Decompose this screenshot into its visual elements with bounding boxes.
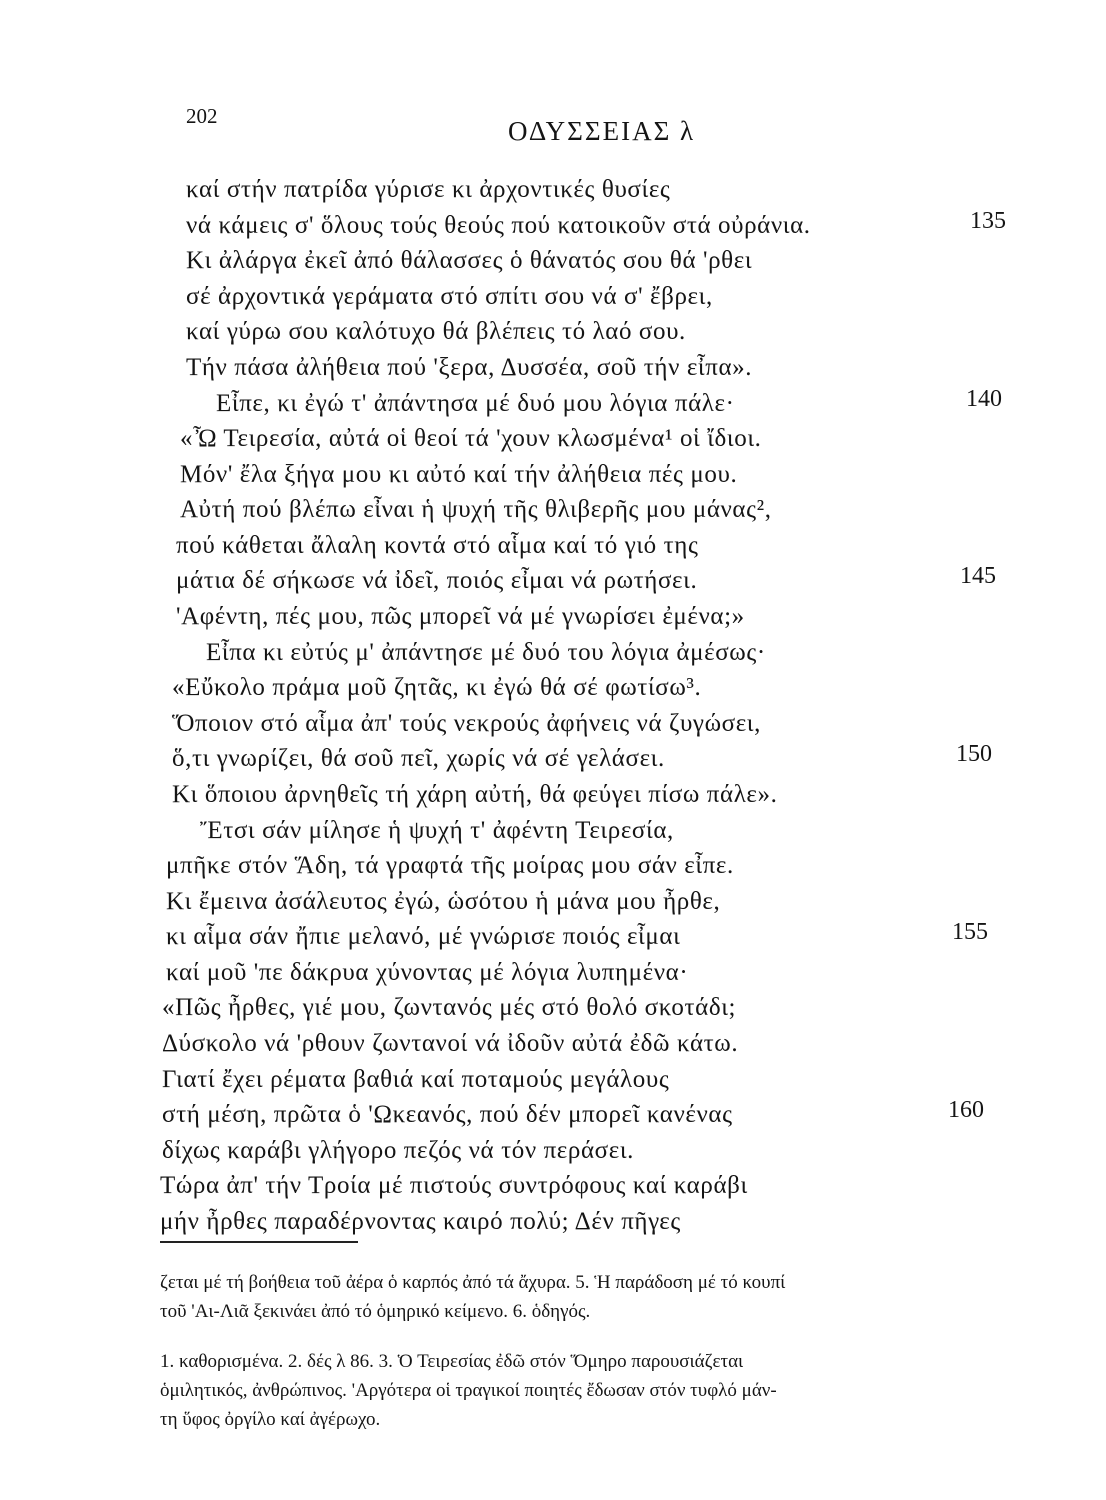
footnote-line: ζεται μέ τή βοήθεια τοῦ ἀέρα ὁ καρπός ἀπό τά ἄχυρα. 5. Ἡ παράδοση μέ τό κουπί [160,1272,786,1293]
verse-line: Μόν' ἔλα ξήγα μου κι αὐτό καί τήν ἀλήθεια πές μου. [180,461,738,488]
verse-line: μάτια δέ σήκωσε νά ἰδεῖ, ποιός εἶμαι νά ρωτήσει. [176,567,698,594]
line-number: 145 [960,563,996,589]
verse-line: ὅ,τι γνωρίζει, θά σοῦ πεῖ, χωρίς νά σέ γελάσει. [172,745,665,772]
verse-line: 'Αφέντη, πές μου, πῶς μπορεῖ νά μέ γνωρίσει ἐμένα;» [176,603,745,630]
footnote-line: τη ὕφος ὀργίλο καί ἀγέρωχο. [160,1409,381,1430]
verse-line: Εἶπε, κι ἐγώ τ' ἀπάντησα μέ δυό μου λόγια πάλε· [216,390,735,417]
verse-line: Τώρα ἀπ' τήν Τροία μέ πιστούς συντρόφους καί καράβι [160,1172,748,1199]
verse-line: Γιατί ἔχει ρέματα βαθιά καί ποταμούς μεγάλους [162,1066,670,1093]
footnote-line: 1. καθορισμένα. 2. δές λ 86. 3. Ὁ Τειρεσίας ἐδῶ στόν Ὅμηρο παρουσιάζεται [160,1351,744,1372]
line-number: 155 [952,919,988,945]
footnotes-page [160,1347,990,1434]
line-number: 135 [970,208,1006,234]
footnote-line: τοῦ 'Αι-Λιᾶ ξεκινάει ἀπό τό ὁμηρικό κείμενο. 6. ὁδηγός. [160,1301,591,1322]
verse-line: Αὐτή πού βλέπω εἶναι ἡ ψυχή τῆς θλιβερῆς μου μάνας², [180,496,772,523]
verse-line: Κι ὅποιου ἀρνηθεῖς τή χάρη αὐτή, θά φεύγει πίσω πάλε». [172,781,778,808]
line-number: 150 [956,741,992,767]
verse-line: καί γύρω σου καλότυχο θά βλέπεις τό λαό σου. [186,318,686,345]
line-number: 160 [948,1097,984,1123]
footnotes-continued [160,1268,990,1326]
footnote-line: ὁμιλητικός, ἀνθρώπινος. 'Αργότερα οἱ τραγικοί ποιητές ἔδωσαν στόν τυφλό μάν- [160,1380,777,1401]
verse-line: μήν ἦρθες παραδέρνοντας καιρό πολύ; Δέν πῆγες [160,1208,681,1235]
verse-line: καί στήν πατρίδα γύρισε κι ἀρχοντικές θυσίες [186,176,671,203]
line-number: 140 [966,386,1002,412]
verse-line: μπῆκε στόν Ἅδη, τά γραφτά τῆς μοίρας μου σάν εἶπε. [166,852,734,879]
verse-line: νά κάμεις σ' ὅλους τούς θεούς πού κατοικοῦν στά οὐράνια. [186,212,811,239]
verse-line: «Πῶς ἦρθες, γιέ μου, ζωντανός μές στό θολό σκοτάδι; [162,994,737,1021]
verse-line: καί μοῦ 'πε δάκρυα χύνοντας μέ λόγια λυπημένα· [166,959,689,986]
verse-line: «Ὦ Τειρεσία, αὐτά οἱ θεοί τά 'χουν κλωσμένα¹ οἱ ἴδιοι. [180,425,762,452]
verse-line: Εἶπα κι εὐτύς μ' ἀπάντησε μέ δυό του λόγια ἀμέσως· [206,639,766,666]
verse-line: κι αἷμα σάν ἤπιε μελανό, μέ γνώρισε ποιός εἶμαι [166,923,681,950]
verse-line: Κι ἀλάργα ἐκεῖ ἀπό θάλασσες ὁ θάνατός σου θά 'ρθει [186,247,753,274]
verse-line: Ἔτσι σάν μίλησε ἡ ψυχή τ' ἀφέντη Τειρεσία, [200,817,674,844]
verse-line: σέ ἀρχοντικά γεράματα στό σπίτι σου νά σ' ἔβρει, [186,283,713,310]
page-number: 202 [186,104,218,128]
verse-line: δίχως καράβι γλήγορο πεζός νά τόν περάσει. [162,1137,635,1164]
verse-line: Δύσκολο νά 'ρθουν ζωντανοί νά ἰδοῦν αὐτά ἐδῶ κάτω. [162,1030,739,1057]
verse-line: «Εὔκολο πράμα μοῦ ζητᾶς, κι ἐγώ θά σέ φωτίσω³. [172,674,702,701]
verse-line: στή μέση, πρῶτα ὁ 'Ωκεανός, πού δέν μπορεῖ κανένας [162,1101,733,1128]
verse-line: πού κάθεται ἄλαλη κοντά στό αἷμα καί τό γιό της [176,532,699,559]
verse-line: Τήν πάσα ἀλήθεια πού 'ξερα, Δυσσέα, σοῦ τήν εἶπα». [186,354,753,381]
footnote-rule [160,1241,358,1243]
running-title: ΟΔΥΣΣΕΙΑΣ λ [508,116,696,146]
verse-line: Ὅποιον στό αἷμα ἀπ' τούς νεκρούς ἀφήνεις νά ζυγώσει, [172,710,761,737]
verse-line: Κι ἔμεινα ἀσάλευτος ἐγώ, ὡσότου ἡ μάνα μου ἦρθε, [166,888,721,915]
